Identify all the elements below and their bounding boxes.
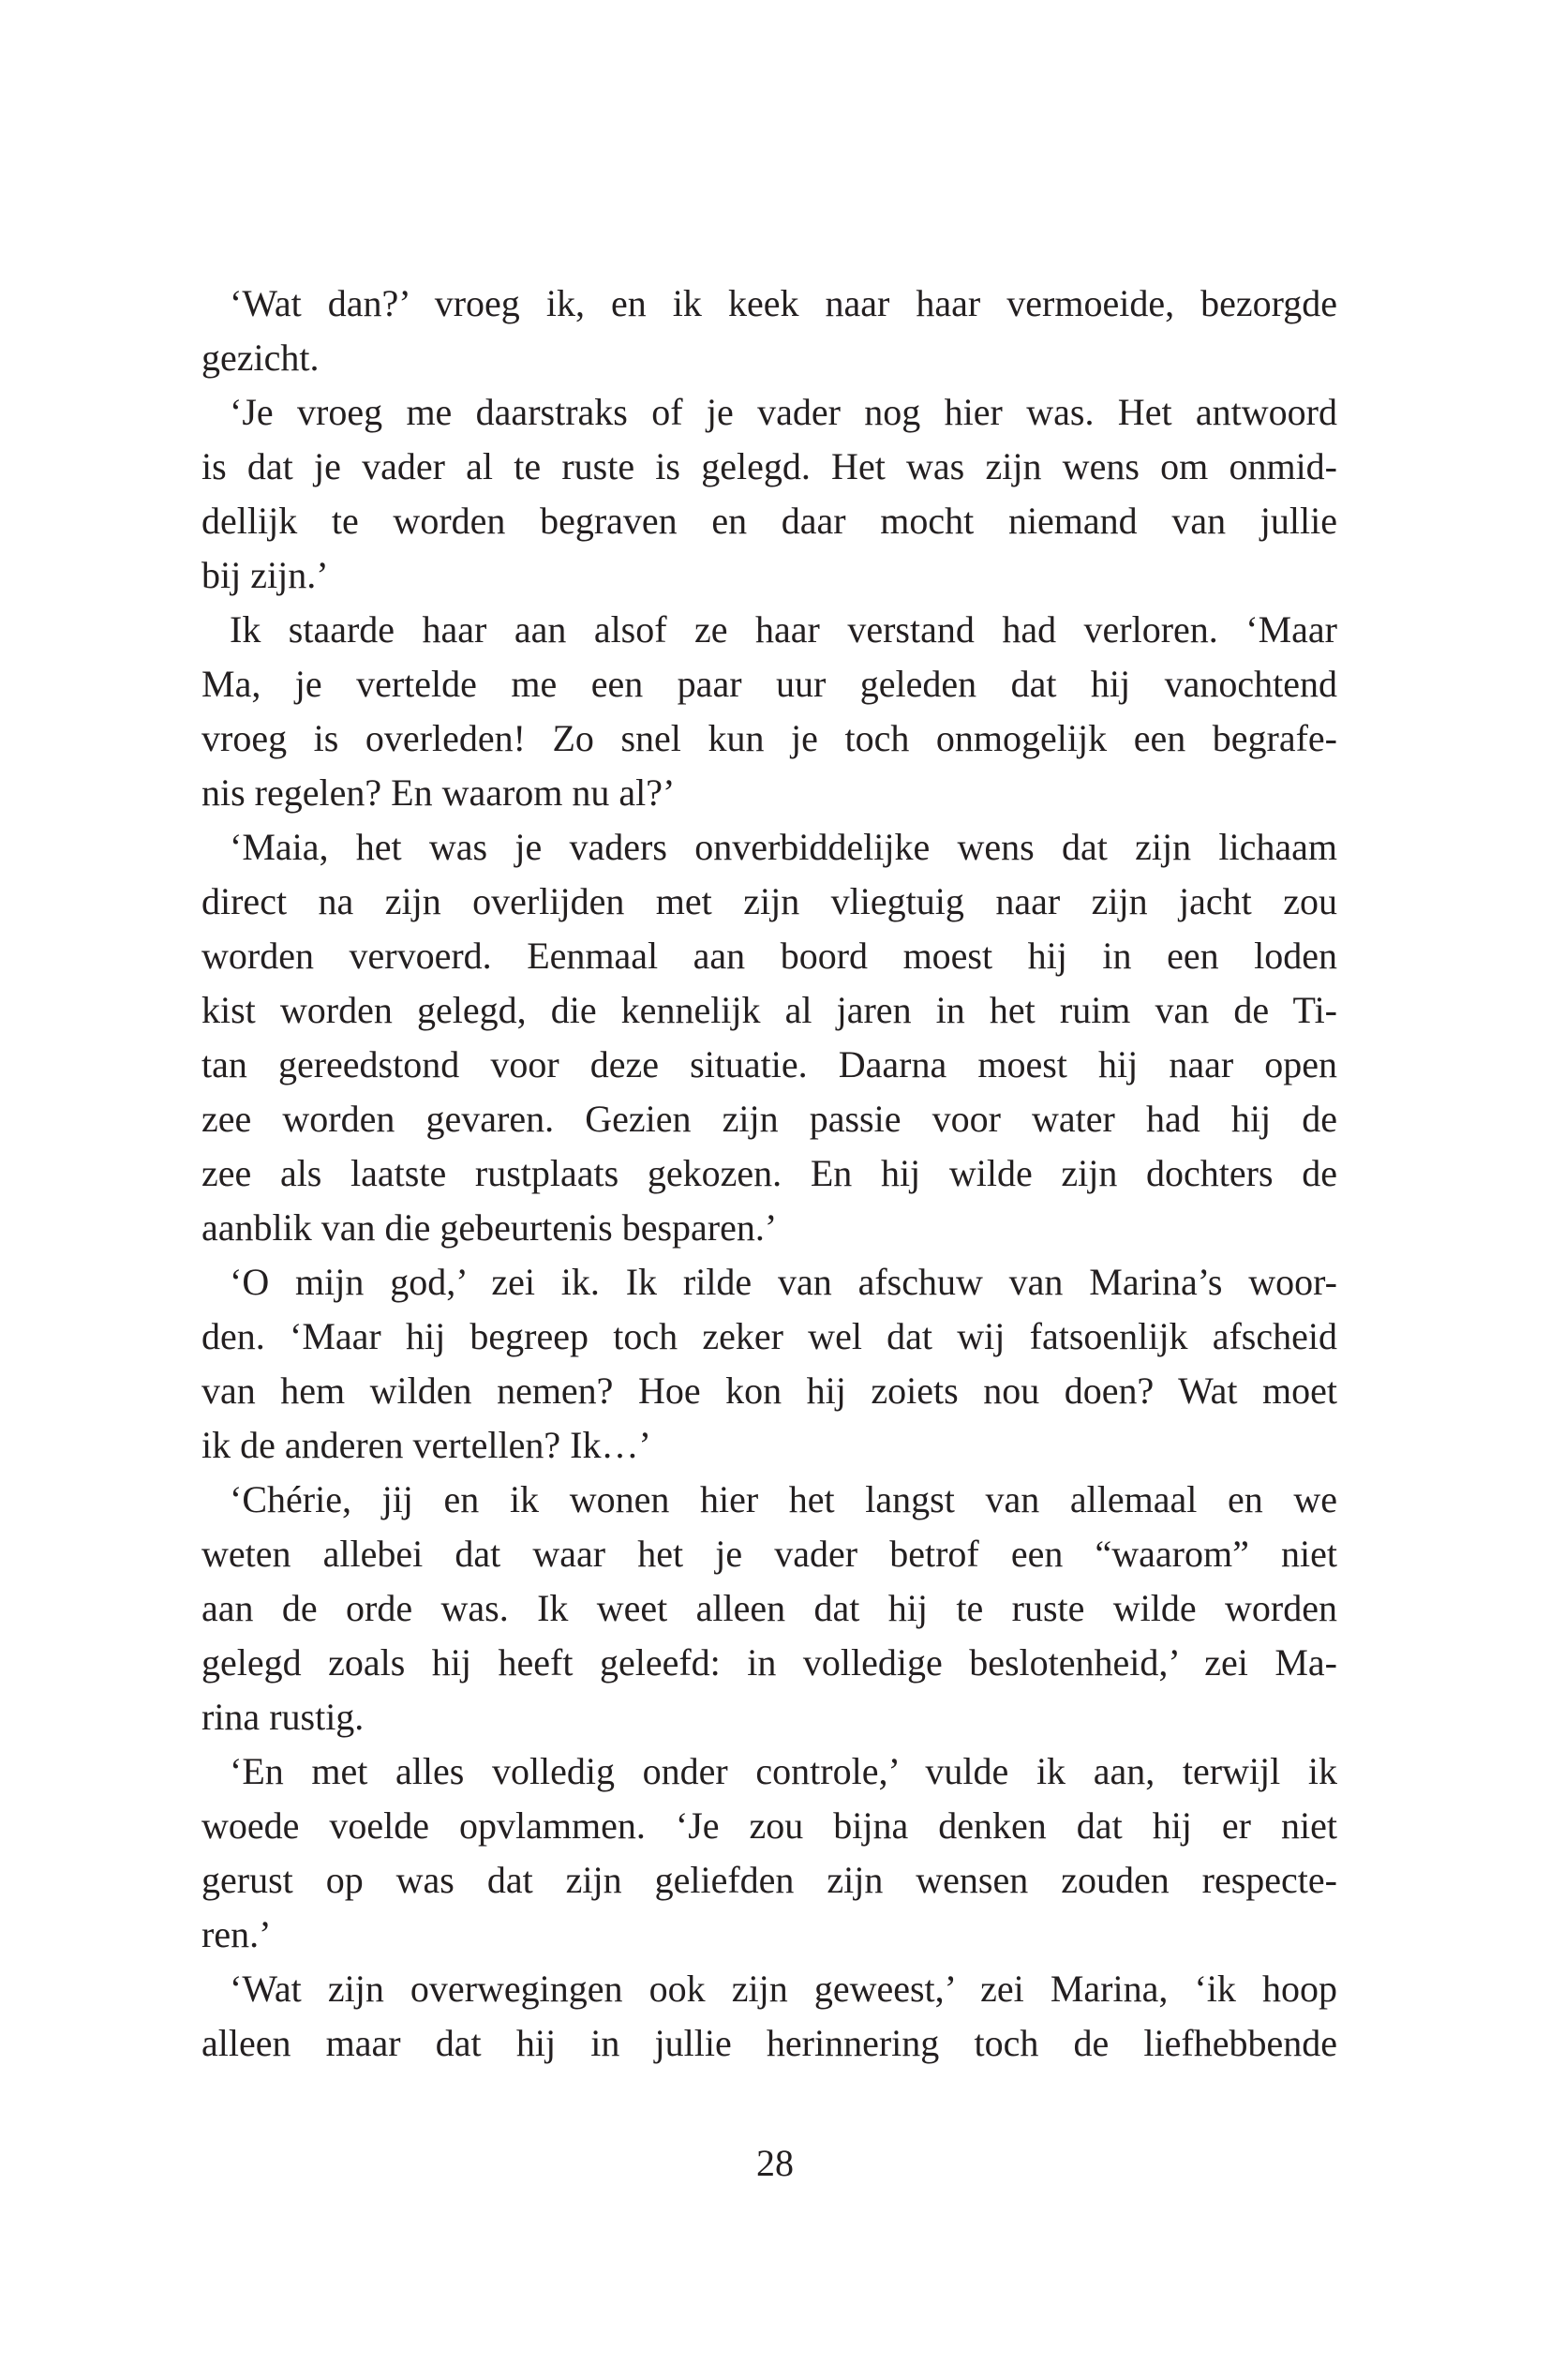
text-line: alleen maar dat hij in jullie herinnering toch de liefhebbende [201, 2022, 1337, 2064]
text-line: gerust op was dat zijn geliefden zijn wensen zouden respecte- [201, 1859, 1337, 1901]
text-line: is dat je vader al te ruste is gelegd. Het was zijn wens om onmid- [201, 445, 1337, 487]
text-line: ren.’ [201, 1913, 272, 1955]
page-number: 28 [756, 2142, 794, 2184]
text-line: aanblik van die gebeurtenis besparen.’ [201, 1206, 778, 1249]
text-line: dellijk te worden begraven en daar mocht niemand van jullie [201, 500, 1337, 542]
text-line: rina rustig. [201, 1696, 365, 1738]
text-line: ‘Je vroeg me daarstraks of je vader nog hier was. Het antwoord [230, 391, 1337, 433]
text-line: direct na zijn overlijden met zijn vliegtuig naar zijn jacht zou [201, 880, 1337, 922]
text-line: kist worden gelegd, die kennelijk al jaren in het ruim van de Ti- [201, 989, 1337, 1031]
text-line: ‘Chérie, jij en ik wonen hier het langst van allemaal en we [230, 1478, 1337, 1520]
text-line: van hem wilden nemen? Hoe kon hij zoiets nou doen? Wat moet [201, 1370, 1337, 1412]
text-line: zee als laatste rustplaats gekozen. En hij wilde zijn dochters de [201, 1152, 1337, 1194]
text-line: ik de anderen vertellen? Ik…’ [201, 1424, 651, 1466]
text-line: woede voelde opvlammen. ‘Je zou bijna denken dat hij er niet [201, 1804, 1337, 1847]
text-line: worden vervoerd. Eenmaal aan boord moest hij in een loden [201, 935, 1337, 977]
text-line: weten allebei dat waar het je vader betrof een “waarom” niet [201, 1533, 1337, 1575]
text-line: aan de orde was. Ik weet alleen dat hij te ruste wilde worden [201, 1587, 1337, 1629]
text-line: ‘O mijn god,’ zei ik. Ik rilde van afschuw van Marina’s woor- [230, 1261, 1337, 1303]
text-line: tan gereedstond voor deze situatie. Daarna moest hij naar open [201, 1043, 1337, 1085]
text-line: bij zijn.’ [201, 554, 329, 596]
text-line: Ma, je vertelde me een paar uur geleden dat hij vanochtend [201, 663, 1337, 705]
text-line: vroeg is overleden! Zo snel kun je toch onmogelijk een begrafe- [201, 717, 1337, 759]
text-line: nis regelen? En waarom nu al?’ [201, 771, 676, 814]
text-line: Ik staarde haar aan alsof ze haar verstand had verloren. ‘Maar [230, 608, 1337, 651]
text-line: zee worden gevaren. Gezien zijn passie voor water had hij de [201, 1098, 1337, 1140]
text-line: ‘Maia, het was je vaders onverbiddelijke wens dat zijn lichaam [230, 826, 1337, 868]
text-line: gezicht. [201, 337, 320, 379]
text-line: ‘Wat dan?’ vroeg ik, en ik keek naar haar vermoeide, bezorgde [230, 282, 1337, 324]
body-text [201, 277, 1337, 2071]
text-line: ‘En met alles volledig onder controle,’ vulde ik aan, terwijl ik [230, 1750, 1337, 1792]
text-line: gelegd zoals hij heeft geleefd: in volledige beslotenheid,’ zei Ma- [201, 1641, 1337, 1684]
text-line: ‘Wat zijn overwegingen ook zijn geweest,’ zei Marina, ‘ik hoop [230, 1968, 1337, 2010]
text-line: den. ‘Maar hij begreep toch zeker wel dat wij fatsoenlijk afscheid [201, 1315, 1337, 1357]
